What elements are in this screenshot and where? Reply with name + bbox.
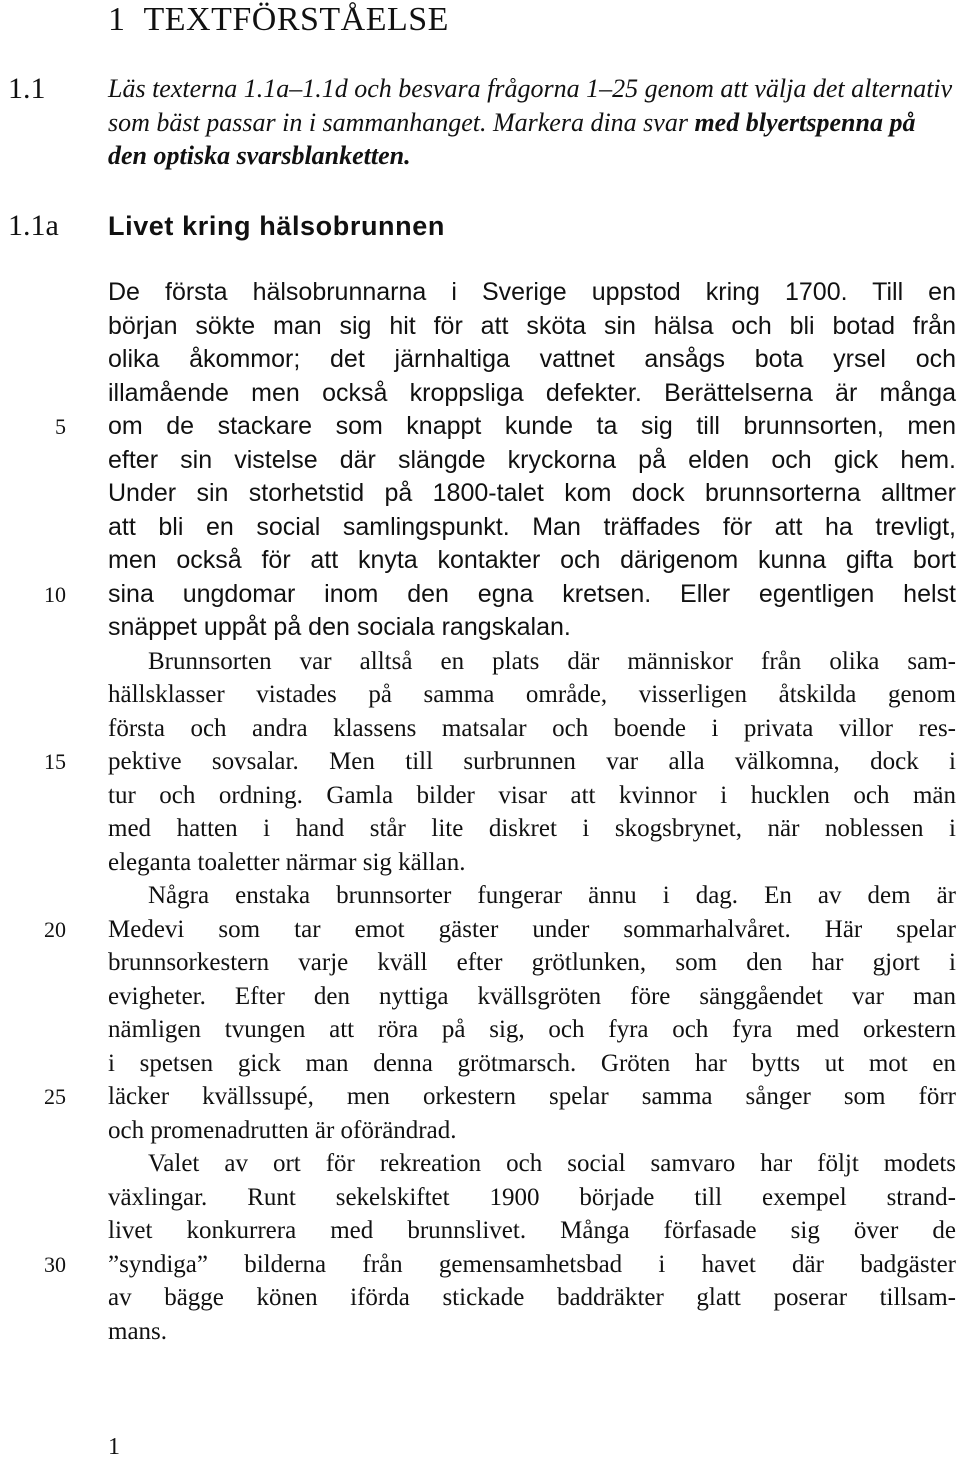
line-number: 25 bbox=[44, 1084, 66, 1109]
text-line: men också för att knyta kontakter och därigenom kunna gifta bort bbox=[108, 546, 956, 574]
page-number: 1 bbox=[108, 1434, 120, 1460]
text-line: efter sin vistelse där slängde kryckorna på elden och gick hem. bbox=[108, 445, 956, 474]
text-line: illamående men också kroppsliga defekter. Berättelserna är många bbox=[108, 378, 956, 407]
line-number: 10 bbox=[44, 581, 66, 607]
line-number: 5 bbox=[55, 414, 66, 439]
text-line: livet konkurrera med brunnslivet. Många förfasade sig över de bbox=[108, 1217, 956, 1244]
chapter-number: 1 bbox=[108, 1, 126, 38]
text-line: växlingar. Runt sekelskiftet 1900 började till exempel strand- bbox=[108, 1183, 956, 1211]
section-instruction bbox=[108, 72, 956, 173]
text-line: med hatten i hand står lite diskret i skogsbrynet, när noblessen i bbox=[108, 815, 956, 842]
text-line: Under sin storhetstid på 1800-talet kom dock brunnsorterna alltmer bbox=[108, 479, 956, 507]
text-line: brunnsorkestern varje kväll efter grötlunken, som den har gjort i bbox=[108, 949, 956, 976]
text-line: olika åkommor; det järnhaltiga vattnet ansågs bota yrsel och bbox=[108, 345, 956, 373]
line-number: 20 bbox=[44, 916, 66, 942]
text-line: och promenadrutten är oförändrad. bbox=[108, 1116, 457, 1144]
text-line: att bli en social samlingspunkt. Man träffades för att ha trevligt, bbox=[108, 512, 956, 541]
text-line: pektive sovsalar. Men till surbrunnen var alla välkomna, dock i bbox=[108, 748, 956, 775]
section-number: 1.1 bbox=[8, 72, 46, 105]
text-line: hällsklasser vistades på samma område, visserligen åtskilda genom bbox=[108, 681, 956, 708]
text-line: nämligen tvungen att röra på sig, och fyra och fyra med orkestern bbox=[108, 1016, 956, 1043]
text-line: mans. bbox=[108, 1317, 168, 1345]
text-line: ”syndiga” bilderna från gemensamhetsbad i havet där badgäster bbox=[108, 1250, 956, 1278]
text-line: sina ungdomar inom den egna kretsen. Eller egentligen helst bbox=[108, 579, 956, 608]
text-line: snäppet uppåt på den sociala rangskalan. bbox=[108, 613, 571, 641]
text-line: Några enstaka brunnsorter fungerar ännu i dag. En av dem är bbox=[148, 882, 956, 909]
text-line: evigheter. Efter den nyttiga kvällsgröten före sänggåendet var man bbox=[108, 982, 956, 1010]
text-line: av bägge könen iförda stickade baddräkter glatt poserar tillsam- bbox=[108, 1284, 956, 1311]
text-line: början sökte man sig hit för att sköta sin hälsa och bli botad från bbox=[108, 311, 956, 340]
chapter-heading bbox=[108, 0, 449, 40]
text-line: Valet av ort för rekreation och social samvaro har följt modets bbox=[148, 1150, 956, 1177]
text-line: tur och ordning. Gamla bilder visar att kvinnor i hucklen och män bbox=[108, 781, 956, 809]
line-number: 15 bbox=[44, 749, 66, 774]
line-number: 30 bbox=[44, 1251, 66, 1277]
text-title: Livet kring hälsobrunnen bbox=[108, 211, 445, 241]
chapter-title: TEXTFÖRSTÅELSE bbox=[143, 1, 449, 38]
text-line: Medevi som tar emot gäster under sommarhalvåret. Här spelar bbox=[108, 915, 956, 943]
instruction-emphasis: med blyertspenna på den optiska svarsblanketten. bbox=[108, 107, 916, 170]
instruction-text: Läs texterna 1.1a–1.1d och besvara frågorna 1–25 genom att välja det alternativ som bäst passar in i sammanhanget. Markera dina svar bbox=[108, 74, 953, 137]
text-line: De första hälsobrunnarna i Sverige uppstod kring 1700. Till en bbox=[108, 278, 956, 306]
text-line: läcker kvällssupé, men orkestern spelar samma sånger som förr bbox=[108, 1083, 956, 1110]
text-line: eleganta toaletter närmar sig källan. bbox=[108, 848, 466, 876]
text-line: om de stackare som knappt kunde ta sig till brunnsorten, men bbox=[108, 412, 956, 440]
text-number: 1.1a bbox=[8, 209, 59, 242]
text-line: första och andra klassens matsalar och boende i privata villor res- bbox=[108, 714, 956, 742]
text-line: i spetsen gick man denna grötmarsch. Gröten har bytts ut mot en bbox=[108, 1049, 956, 1077]
text-line: Brunnsorten var alltså en plats där människor från olika sam- bbox=[148, 647, 956, 675]
